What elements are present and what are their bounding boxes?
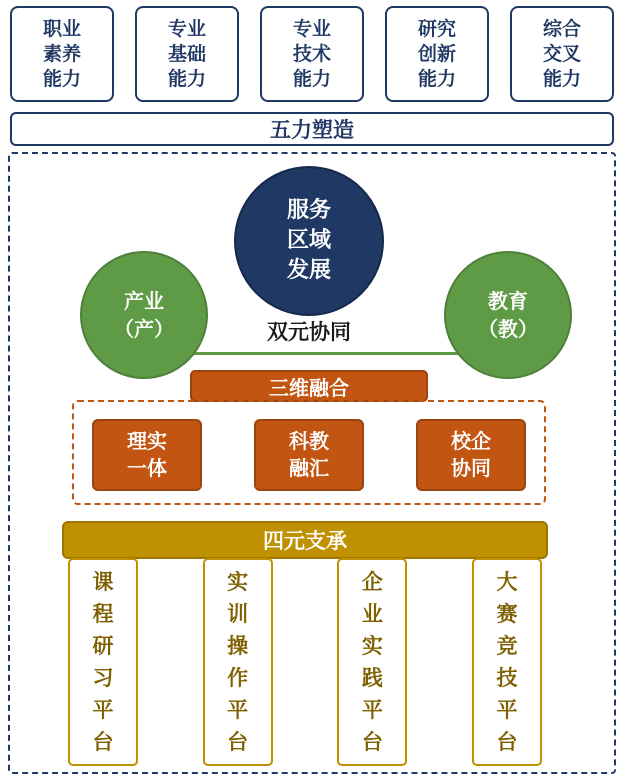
center-circle-line-3: 发展 [286, 258, 331, 283]
four-element-support-bar: 四元支承 [62, 521, 548, 559]
fusion-box-1-line-1: 理实 [127, 429, 167, 453]
dual-collaboration-line [186, 352, 468, 355]
center-circle-service-region [234, 166, 384, 316]
capability-box-5 [510, 6, 614, 102]
platform-box-3 [337, 558, 407, 766]
three-dimensional-fusion-bar: 三维融合 [190, 370, 428, 402]
platform-box-1-char-4: 习 [92, 666, 114, 690]
right-circle-education [444, 251, 572, 379]
capability-box-5-line-2: 交叉 [542, 42, 581, 65]
platform-box-3-char-2: 业 [361, 602, 383, 626]
platform-box-4-char-4: 技 [496, 666, 518, 690]
platform-box-2-char-5: 平 [227, 698, 249, 722]
platform-box-2-char-4: 作 [227, 666, 249, 690]
platform-box-4-char-2: 赛 [496, 602, 518, 626]
capability-box-4-line-2: 创新 [417, 42, 456, 65]
platform-box-4-char-6: 台 [496, 730, 518, 754]
left-circle-line-2: （产） [114, 317, 174, 341]
platform-box-3-char-5: 平 [361, 698, 383, 722]
right-circle-line-1: 教育 [488, 289, 528, 313]
platform-box-2-char-3: 操 [227, 634, 249, 658]
platform-box-1-char-5: 平 [92, 698, 114, 722]
fusion-box-2-line-1: 科教 [289, 429, 329, 453]
capability-box-3-line-3: 能力 [292, 67, 331, 90]
capability-box-3 [260, 6, 364, 102]
fusion-box-2-line-2: 融汇 [289, 456, 329, 480]
capability-box-4-line-1: 研究 [417, 17, 456, 40]
platform-box-2-char-1: 实 [227, 570, 249, 594]
three-dimensional-fusion-items [92, 419, 526, 491]
platform-box-4 [472, 558, 542, 766]
fusion-box-3-line-1: 校企 [451, 429, 491, 453]
fusion-box-1 [92, 419, 202, 491]
platform-box-4-char-3: 竞 [496, 634, 518, 658]
right-circle-line-2: （教） [478, 317, 538, 341]
fusion-box-3 [416, 419, 526, 491]
center-circle-line-2: 区域 [286, 228, 331, 253]
capability-box-5-line-1: 综合 [542, 17, 581, 40]
left-circle-line-1: 产业 [124, 289, 164, 313]
platform-box-2 [203, 558, 273, 766]
platform-box-1-char-6: 台 [92, 730, 114, 754]
platform-box-3-char-4: 践 [361, 666, 383, 690]
platform-row [68, 558, 542, 766]
platform-box-1-char-1: 课 [92, 570, 114, 594]
capability-box-2-line-2: 基础 [167, 42, 206, 65]
capability-box-1-line-3: 能力 [42, 67, 81, 90]
platform-box-3-char-1: 企 [361, 570, 383, 594]
fusion-box-2 [254, 419, 364, 491]
capability-box-3-line-2: 技术 [292, 42, 331, 65]
platform-box-1-char-3: 研 [92, 634, 114, 658]
capability-row [10, 6, 614, 106]
platform-box-3-char-3: 实 [361, 634, 383, 658]
platform-box-2-char-6: 台 [227, 730, 249, 754]
left-circle-industry [80, 251, 208, 379]
capability-box-4-line-3: 能力 [417, 67, 456, 90]
capability-box-4 [385, 6, 489, 102]
capability-box-3-line-1: 专业 [292, 17, 331, 40]
capability-box-5-line-3: 能力 [542, 67, 581, 90]
platform-box-1 [68, 558, 138, 766]
capability-box-2-line-1: 专业 [167, 17, 206, 40]
capability-box-1 [10, 6, 114, 102]
dual-collaboration-label: 双元协同 [267, 320, 351, 344]
capability-box-1-line-1: 职业 [42, 17, 81, 40]
capability-box-2 [135, 6, 239, 102]
platform-box-4-char-1: 大 [496, 570, 518, 594]
platform-box-1-char-2: 程 [92, 602, 114, 626]
center-circle-line-1: 服务 [286, 198, 331, 223]
fusion-box-1-line-2: 一体 [127, 456, 167, 480]
wuli-shaping-bar: 五力塑造 [10, 112, 614, 146]
capability-box-1-line-2: 素养 [42, 42, 81, 65]
platform-box-3-char-6: 台 [361, 730, 383, 754]
platform-box-4-char-5: 平 [496, 698, 518, 722]
platform-box-2-char-2: 训 [227, 602, 249, 626]
fusion-box-3-line-2: 协同 [451, 456, 491, 480]
capability-box-2-line-3: 能力 [167, 67, 206, 90]
